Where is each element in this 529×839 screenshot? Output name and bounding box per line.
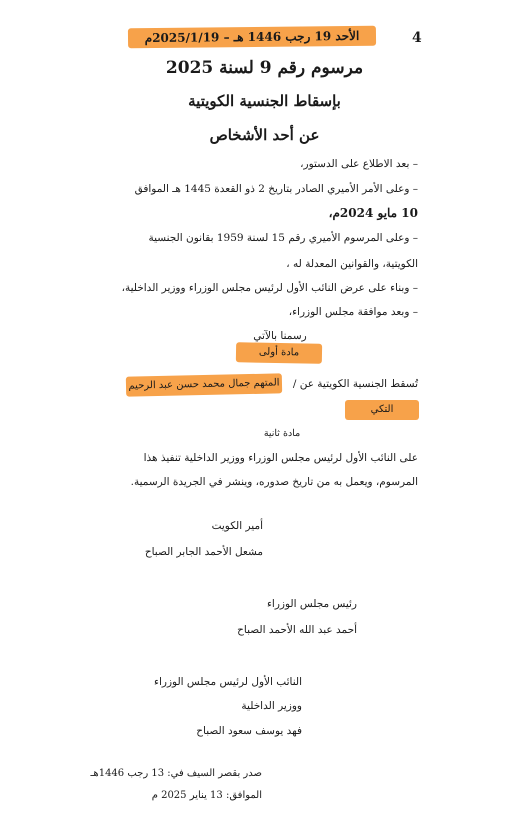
decree-title: مرسوم رقم 9 لسنة 2025	[165, 58, 364, 78]
amir-title: أمير الكويت	[211, 520, 263, 532]
deputy-pm-name: فهد يوسف سعود الصباح	[196, 725, 302, 737]
decree-subject: بإسقاط الجنسية الكويتية	[188, 92, 341, 110]
preamble-line: – وعلى المرسوم الأميري رقم 15 لسنة 1959 بقانون الجنسية	[148, 232, 418, 244]
article-1-name-highlight: المتهم جمال محمد حسن عبد الرحيم	[126, 373, 282, 396]
deputy-pm-title: النائب الأول لرئيس مجلس الوزراء	[154, 676, 302, 688]
amir-name: مشعل الأحمد الجابر الصباح	[144, 546, 263, 558]
article-1-name-continuation: التكي	[345, 400, 419, 420]
article-2-line: المرسوم، ويعمل به من تاريخ صدوره، وينشر في الجريدة الرسمية.	[130, 476, 418, 488]
article-1-text: تُسقط الجنسية الكويتية عن /	[292, 378, 418, 390]
article-2-heading: مادة ثانية	[263, 428, 301, 439]
page-number: 4	[412, 30, 422, 46]
pm-title: رئيس مجلس الوزراء	[266, 598, 357, 610]
decree-subject-line2: عن أحد الأشخاص	[209, 126, 320, 144]
article-1-heading: مادة أولى	[236, 342, 322, 363]
preamble-line: 10 مايو 2024م،	[328, 206, 418, 220]
preamble-line: – وعلى الأمر الأميري الصادر بتاريخ 2 ذو القعدة 1445 هـ الموافق	[134, 183, 418, 195]
preamble-line: – وبناء على عرض النائب الأول لرئيس مجلس الوزراء ووزير الداخلية،	[121, 282, 418, 294]
preamble-line: – وبعد موافقة مجلس الوزراء،	[288, 306, 418, 318]
decree-statement: رسمنا بالآتي	[253, 330, 307, 342]
pm-name: أحمد عبد الله الأحمد الصباح	[237, 624, 357, 636]
article-2-line: على النائب الأول لرئيس مجلس الوزراء ووزير الداخلية تنفيذ هذا	[143, 452, 418, 464]
header-date-highlight: الأحد 19 رجب 1446 هـ – 2025/1/19م	[128, 26, 376, 49]
issued-place-date: صدر بقصر السيف في: 13 رجب 1446هـ	[90, 768, 262, 779]
preamble-line: – بعد الاطلاع على الدستور،	[300, 158, 418, 170]
preamble-line: الكويتية، والقوانين المعدلة له ،	[286, 258, 418, 270]
deputy-pm-title-2: ووزير الداخلية	[241, 700, 302, 712]
issued-gregorian-date: الموافق: 13 يناير 2025 م	[151, 790, 262, 801]
